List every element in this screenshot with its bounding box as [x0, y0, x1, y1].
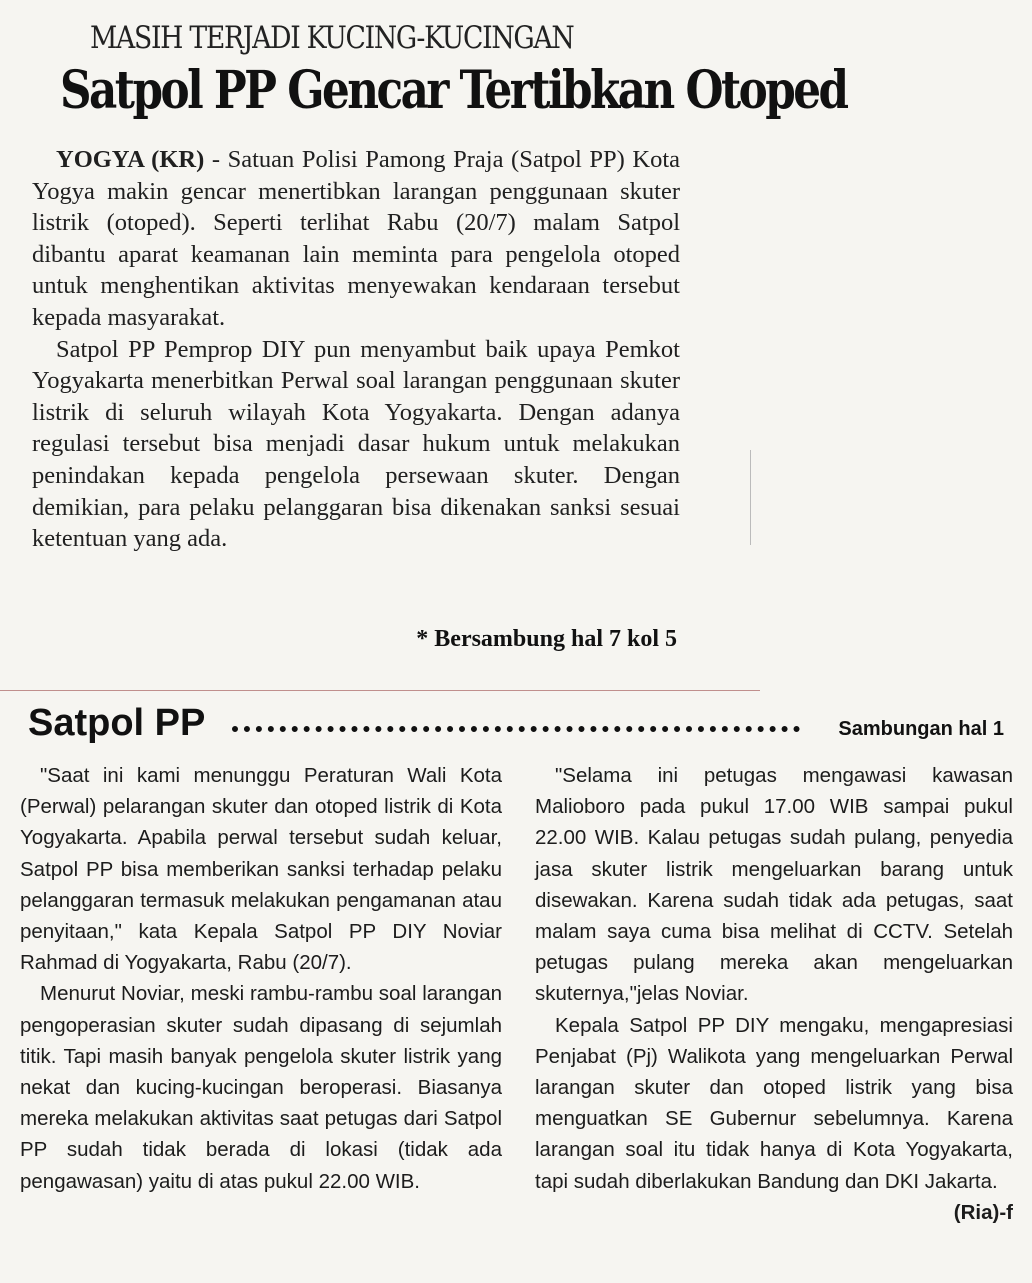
section-divider [0, 690, 760, 691]
article-paragraph-1 [32, 144, 680, 334]
continuation-paragraph: Menurut Noviar, meski rambu-rambu soal larangan pengoperasian skuter sudah dipasang di sejumlah titik. Tapi masih banyak pengelola skuter listrik yang nekat dan kucing-kucingan beroperasi. Biasanya mereka melakukan aktivitas saat petugas dari Satpol PP sudah tidak berada di lokasi (tidak ada pengawasan) yaitu di atas pukul 22.00 WIB. [20, 982, 502, 1193]
article-paragraph-2: Satpol PP Pemprop DIY pun menyambut baik upaya Pemkot Yogyakarta menerbitkan Perwal soal larangan penggunaan skuter listrik di seluruh wilayah Kota Yogyakarta. Dengan adanya regulasi tersebut bisa menjadi dasar hukum untuk melakukan penindakan kepada pengelola persewaan skuter. Dengan demikian, para pelaku pelanggaran bisa dikenakan sanksi sesuai ketentuan yang ada. [32, 335, 680, 553]
article-kicker: MASIH TERJADI KUCING-KUCINGAN [90, 20, 574, 56]
continuation-subtitle: Sambungan hal 1 [838, 718, 1004, 740]
article-paragraph-1-text: - Satuan Polisi Pamong Praja (Satpol PP) Kota Yogya makin gencar menertibkan larangan penggunaan skuter listrik (otoped). Seperti terlihat Rabu (20/7) malam Satpol dibantu aparat keamanan lain meminta para pengelola otoped untuk menghentikan aktivitas menyewakan kendaraan tersebut kepada masyarakat. [32, 146, 680, 331]
continuation-paragraph: "Selama ini petugas mengawasi kawasan Malioboro pada pukul 17.00 WIB sampai pukul 22.00 WIB. Kalau petugas sudah pulang, penyedia jasa skuter listrik mengeluarkan barang untuk disewakan. Karena sudah tidak ada petugas, saat malam saya cuma bisa melihat di CCTV. Setelah petugas pulang mereka akan mengeluarkan skuternya,"jelas Noviar. [535, 764, 1013, 1006]
continuation-paragraph [535, 1010, 1013, 1224]
dateline: YOGYA (KR) [56, 146, 205, 173]
continuation-column-left [20, 760, 502, 1197]
dot-leader [232, 726, 800, 732]
article-headline: Satpol PP Gencar Tertibkan Otoped [60, 60, 847, 121]
article-body [32, 144, 680, 555]
continuation-paragraph: "Saat ini kami menunggu Peraturan Wali Kota (Perwal) pelarangan skuter dan otoped listrik di Kota Yogyakarta. Apabila perwal tersebut sudah keluar, Satpol PP bisa memberikan sanksi terhadap pelaku pelanggaran termasuk melakukan pengamanan atau penyitaan," kata Kepala Satpol PP DIY Noviar Rahmad di Yogyakarta, Rabu (20/7). [20, 764, 502, 975]
scan-mark [750, 450, 751, 545]
continued-note: * Bersambung hal 7 kol 5 [416, 626, 677, 652]
continuation-title: Satpol PP [28, 702, 206, 744]
continuation-column-right [535, 760, 1013, 1228]
author-signoff: (Ria)-f [953, 1200, 1013, 1224]
continuation-paragraph-text: Kepala Satpol PP DIY mengaku, mengapresiasi Penjabat (Pj) Walikota yang mengeluarkan Perwal larangan skuter dan otoped listrik yang bisa menguatkan SE Gubernur sebelumnya. Karena larangan soal itu tidak hanya di Kota Yogyakarta, tapi sudah diberlakukan Bandung dan DKI Jakarta. [535, 1013, 1013, 1193]
